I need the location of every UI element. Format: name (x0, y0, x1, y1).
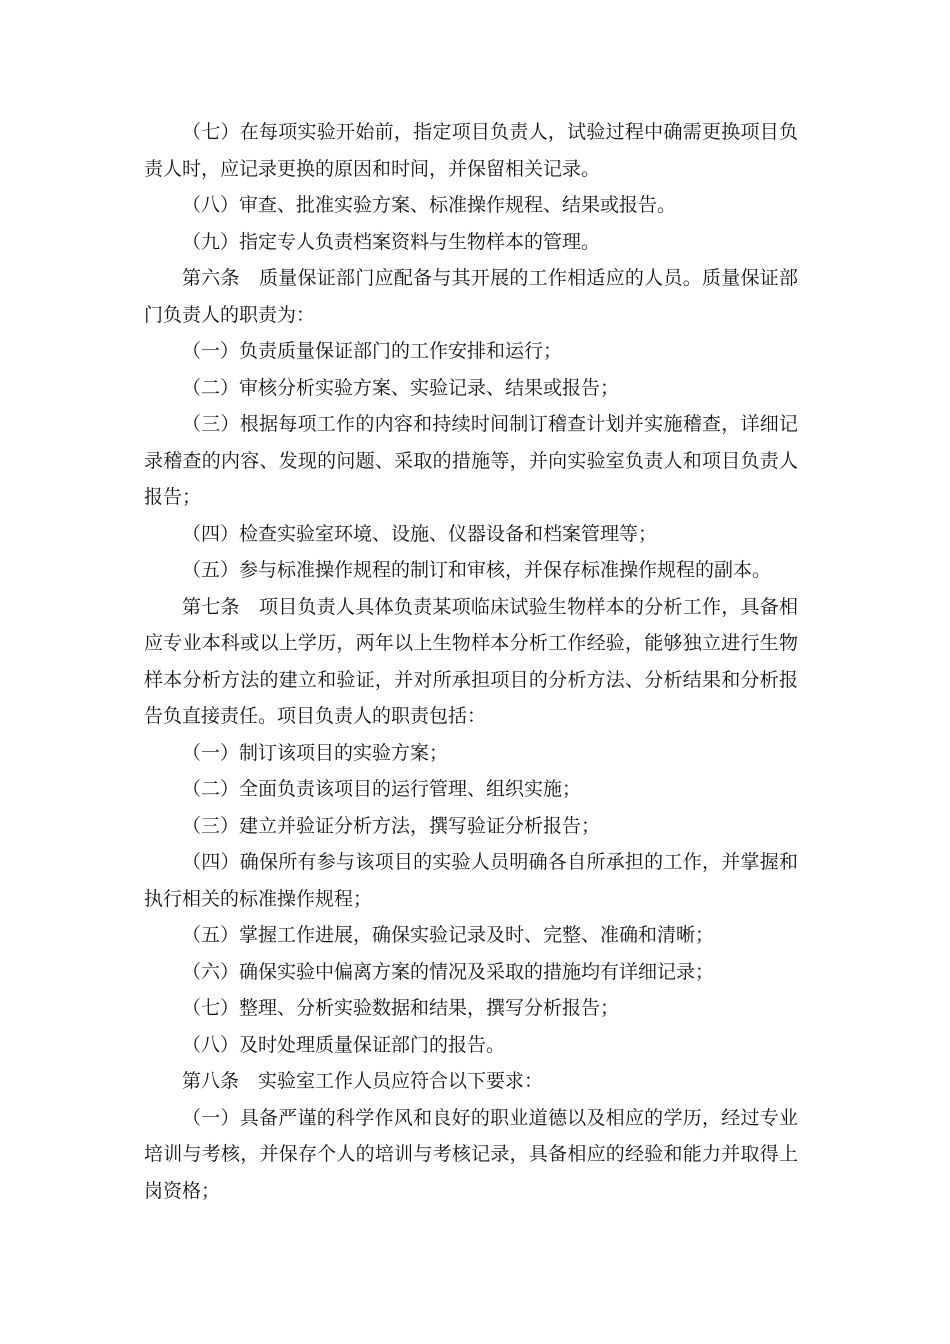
staff-requirement-1: （一）具备严谨的科学作风和良好的职业道德以及相应的学历，经过专业培训与考核，并保存个人的培训与考核记录，具备相应的经验和能力并取得上岗资格； (144, 1106, 798, 1202)
leader-duty-2: （二）全面负责该项目的运行管理、组织实施； (182, 778, 582, 800)
article-6-qa-department: 第六条 质量保证部门应配备与其开展的工作相适应的人员。质量保证部门负责人的职责为： (144, 267, 798, 326)
leader-duty-1: （一）制订该项目的实验方案； (182, 741, 449, 764)
article-7-project-leader: 第七条 项目负责人具体负责某项临床试验生物样本的分析工作，具备相应专业本科或以上学历，两年以上生物样本分析工作经验，能够独立进行生物样本分析方法的建立和验证，并对所承担项目的分析方法、分析结果和分析报告负直接责任。项目负责人的职责包括： (144, 595, 798, 727)
leader-duty-6: （六）确保实验中偏离方案的情况及采取的措施均有详细记录； (182, 960, 715, 983)
paragraph-9-archive-manager: （九）指定专人负责档案资料与生物样本的管理。 (182, 230, 601, 253)
paragraph-8-review-approve: （八）审查、批准实验方案、标准操作规程、结果或报告。 (182, 194, 677, 216)
document-body (144, 114, 798, 1209)
leader-duty-4: （四）确保所有参与该项目的实验人员明确各自所承担的工作，并掌握和执行相关的标准操作规程； (144, 851, 798, 910)
leader-duty-8: （八）及时处理质量保证部门的报告。 (182, 1033, 506, 1056)
leader-duty-7: （七）整理、分析实验数据和结果，撰写分析报告； (182, 997, 620, 1019)
qa-duty-2: （二）审核分析实验方案、实验记录、结果或报告； (182, 376, 620, 399)
qa-duty-4: （四）检查实验室环境、设施、仪器设备和档案管理等； (182, 522, 658, 545)
article-8-lab-staff: 第八条 实验室工作人员应符合以下要求： (182, 1070, 544, 1092)
qa-duty-3: （三）根据每项工作的内容和持续时间制订稽查计划并实施稽查，详细记录稽查的内容、发现的问题、采取的措施等，并向实验室负责人和项目负责人报告； (144, 413, 798, 508)
qa-duty-5: （五）参与标准操作规程的制订和审核，并保存标准操作规程的副本。 (182, 559, 772, 581)
leader-duty-5: （五）掌握工作进展，确保实验记录及时、完整、准确和清晰； (182, 924, 715, 946)
paragraph-7-designate-project-leader: （七）在每项实验开始前，指定项目负责人，试验过程中确需更换项目负责人时，应记录更换的原因和时间，并保留相关记录。 (144, 121, 798, 180)
leader-duty-3: （三）建立并验证分析方法，撰写验证分析报告； (182, 814, 601, 837)
qa-duty-1: （一）负责质量保证部门的工作安排和运行； (182, 340, 563, 362)
